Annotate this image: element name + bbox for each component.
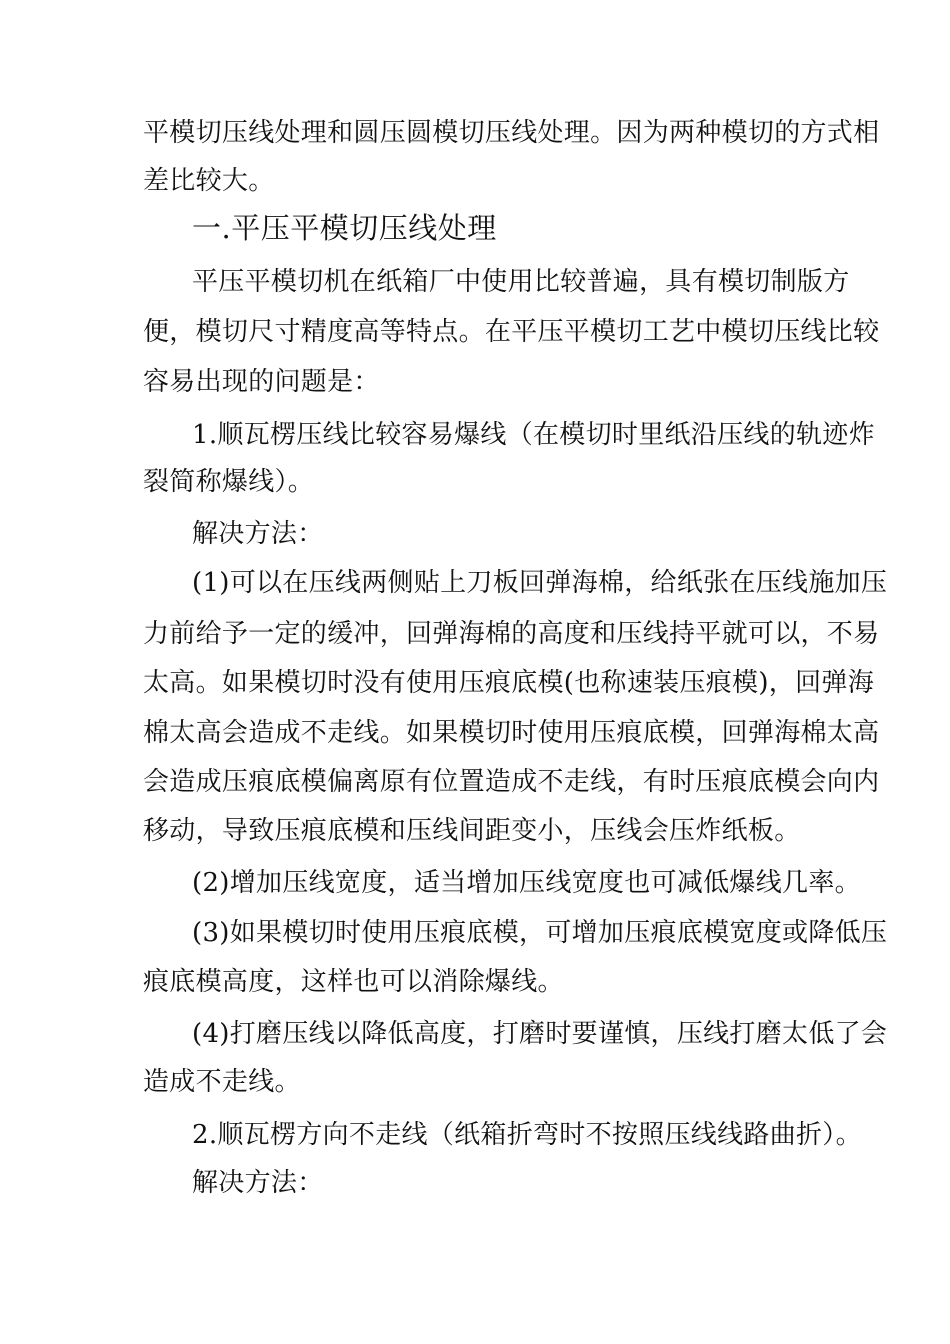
- paragraph-line: (2)增加压线宽度，适当增加压线宽度也可减低爆线几率。: [192, 868, 861, 898]
- paragraph-line: 移动，导致压痕底模和压线间距变小，压线会压炸纸板。: [143, 816, 801, 846]
- paragraph-line: (4)打磨压线以降低高度，打磨时要谨慎，压线打磨太低了会: [192, 1019, 888, 1049]
- paragraph-line: 差比较大。: [143, 166, 275, 196]
- paragraph-line: 平模切压线处理和圆压圆模切压线处理。因为两种模切的方式相: [143, 118, 880, 148]
- paragraph-line: 平压平模切机在纸箱厂中使用比较普遍，具有模切制版方: [192, 267, 850, 297]
- paragraph-line: (1)可以在压线两侧贴上刀板回弹海棉，给纸张在压线施加压: [192, 568, 888, 598]
- paragraph-line: 裂简称爆线）。: [143, 467, 315, 497]
- paragraph-line: 棉太高会造成不走线。如果模切时使用压痕底模，回弹海棉太高: [143, 718, 880, 748]
- subheading-line: 解决方法：: [192, 1168, 324, 1198]
- paragraph-line: 1.顺瓦楞压线比较容易爆线（在模切时里纸沿压线的轨迹炸: [192, 420, 875, 450]
- section-heading: 一.平压平模切压线处理: [192, 211, 497, 245]
- paragraph-line: 太高。如果模切时没有使用压痕底模(也称速装压痕模)，回弹海: [143, 668, 874, 698]
- paragraph-line: 容易出现的问题是：: [143, 367, 380, 397]
- paragraph-line: 2.顺瓦楞方向不走线（纸箱折弯时不按照压线线路曲折）。: [192, 1120, 862, 1150]
- subheading-line: 解决方法：: [192, 519, 324, 549]
- paragraph-line: 会造成压痕底模偏离原有位置造成不走线，有时压痕底模会向内: [143, 767, 880, 797]
- paragraph-line: 力前给予一定的缓冲，回弹海棉的高度和压线持平就可以，不易: [143, 619, 880, 649]
- paragraph-line: 痕底模高度，这样也可以消除爆线。: [143, 967, 564, 997]
- paragraph-line: 造成不走线。: [143, 1067, 301, 1097]
- paragraph-line: (3)如果模切时使用压痕底模，可增加压痕底模宽度或降低压: [192, 918, 888, 948]
- paragraph-line: 便，模切尺寸精度高等特点。在平压平模切工艺中模切压线比较: [143, 317, 880, 347]
